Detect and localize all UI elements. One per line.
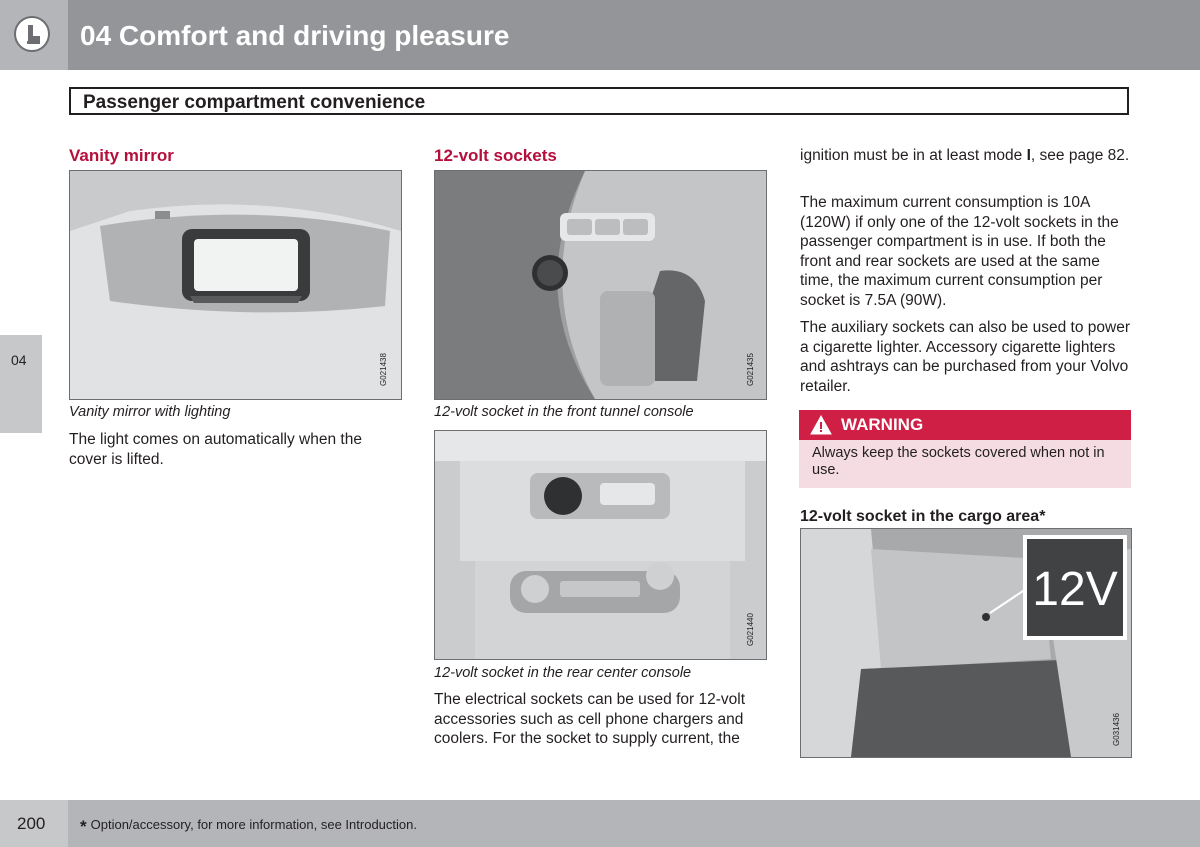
vanity-mirror-body: The light comes on automatically when the cover is lifted.: [69, 431, 362, 468]
cargo-socket-heading: 12-volt socket in the cargo area*: [800, 508, 1046, 525]
page-number: 200: [17, 814, 46, 833]
chapter-side-tab: [0, 335, 42, 433]
front-console-caption: 12-volt socket in the front tunnel console: [434, 404, 694, 420]
vanity-mirror-photo: [69, 170, 402, 400]
ignition-mode: I: [1026, 147, 1031, 164]
warning-text: Always keep the sockets covered when not in use.: [812, 445, 1105, 478]
vanity-mirror-heading: Vanity mirror: [69, 146, 174, 165]
warning-label: WARNING: [841, 415, 924, 434]
sockets-heading: 12-volt sockets: [434, 146, 557, 165]
cargo-area-photo: [800, 528, 1132, 758]
footnote-text: Option/accessory, for more information, see Introduction.: [90, 817, 417, 832]
chapter-side-tab-label: 04: [11, 352, 27, 368]
rear-console-image-code: G021440: [746, 613, 755, 646]
ignition-paragraph: [800, 146, 1130, 166]
warning-header: [799, 410, 1131, 440]
header-left-block: [0, 0, 68, 70]
cargo-area-image-code: G031436: [1112, 713, 1121, 746]
vanity-mirror-caption: Vanity mirror with lighting: [69, 404, 231, 420]
rear-console-caption: 12-volt socket in the rear center console: [434, 665, 692, 681]
rear-console-photo: [434, 430, 767, 660]
footnote: [80, 817, 417, 837]
front-console-image-code: G021435: [746, 353, 755, 386]
ignition-text-pre: ignition must be in at least mode: [800, 147, 1027, 164]
auxiliary-sockets-paragraph: The auxiliary sockets can also be used to power a cigarette lighter. Accessory cigarette lighters and ashtrays can be purchased from your Volvo retailer.: [800, 319, 1130, 395]
section-title-box: [69, 87, 1129, 115]
ignition-text-post: , see page 82.: [1030, 147, 1130, 164]
section-title: Passenger compartment convenience: [83, 92, 426, 113]
footnote-asterisk: *: [80, 817, 87, 836]
warning-body: [799, 440, 1131, 488]
front-console-photo: [434, 170, 767, 400]
seat-icon: [14, 16, 50, 52]
current-consumption-paragraph: The maximum current consumption is 10A (120W) if only one of the 12-volt sockets in the passenger compartment is in use. If both the front and rear sockets are used at the same time, the maximum current consumption per socket is 7.5A (90W).: [800, 194, 1119, 309]
sockets-body: The electrical sockets can be used for 12-volt accessories such as cell phone chargers and coolers. For the socket to supply current, the: [434, 691, 746, 747]
chapter-title: 04 Comfort and driving pleasure: [80, 20, 510, 51]
vanity-mirror-image-code: G021438: [379, 353, 388, 386]
cargo-12v-label: 12V: [1032, 563, 1118, 616]
warning-triangle-icon: [809, 414, 833, 436]
